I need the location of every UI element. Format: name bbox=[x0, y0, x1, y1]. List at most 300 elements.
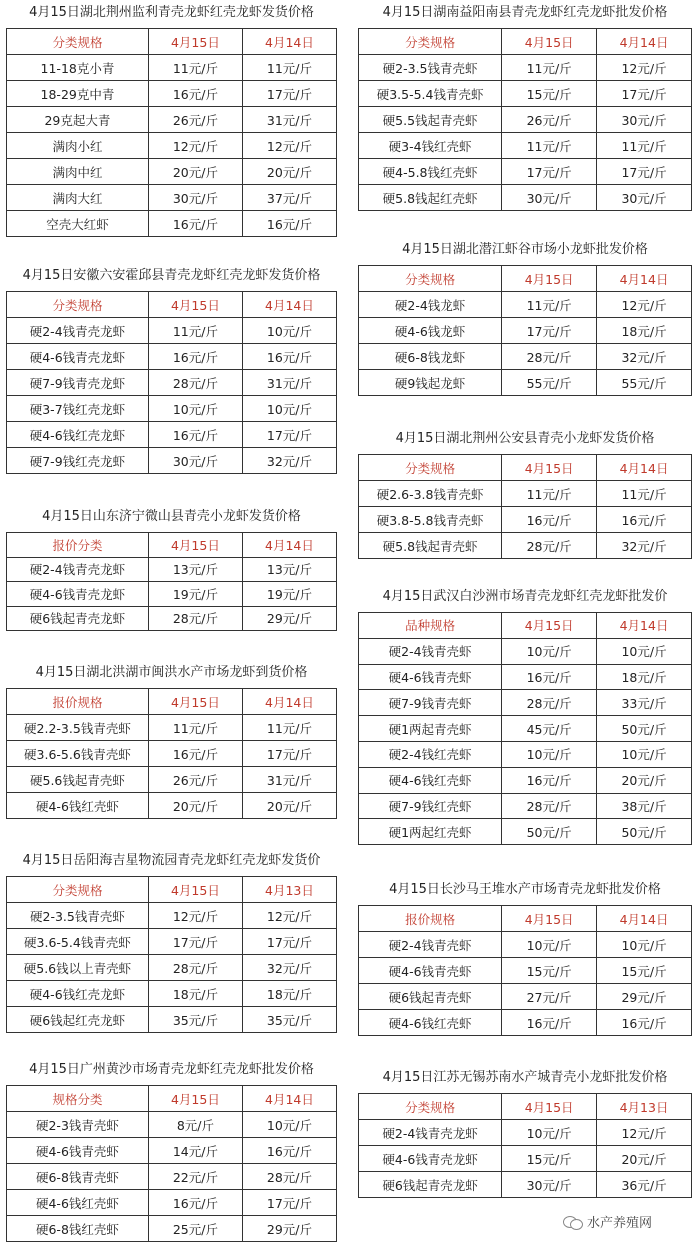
column-header: 报价规格 bbox=[7, 689, 149, 715]
price-table bbox=[358, 265, 692, 396]
column-header: 4月15日 bbox=[148, 1086, 242, 1112]
spec-cell: 硬4-6钱红壳龙虾 bbox=[7, 422, 149, 448]
price-cell: 10元/斤 bbox=[148, 396, 242, 422]
block-title: 4月15日广州黄沙市场青壳龙虾红壳龙虾批发价格 bbox=[29, 1062, 314, 1077]
column-header: 分类规格 bbox=[359, 455, 502, 481]
price-cell: 31元/斤 bbox=[242, 370, 336, 396]
price-cell: 10元/斤 bbox=[502, 741, 597, 767]
price-cell: 16元/斤 bbox=[242, 1138, 336, 1164]
block-title: 4月15日湖北潜江虾谷市场小龙虾批发价格 bbox=[402, 242, 648, 257]
spec-cell: 硬6钱起青壳龙虾 bbox=[7, 606, 149, 631]
block-title: 4月15日湖北洪湖市闽洪水产市场龙虾到货价格 bbox=[35, 665, 308, 680]
price-cell: 17元/斤 bbox=[242, 929, 336, 955]
spec-cell: 硬4-5.8钱红壳虾 bbox=[359, 159, 502, 185]
table-row bbox=[359, 107, 692, 133]
table-row bbox=[359, 664, 692, 690]
price-cell: 12元/斤 bbox=[242, 133, 336, 159]
table-row bbox=[359, 292, 692, 318]
price-cell: 20元/斤 bbox=[597, 1146, 692, 1172]
price-cell: 16元/斤 bbox=[148, 741, 242, 767]
spec-cell: 硬7-9钱红壳虾 bbox=[359, 793, 502, 819]
table-row bbox=[359, 344, 692, 370]
price-cell: 11元/斤 bbox=[242, 55, 336, 81]
spec-cell: 硬1两起青壳虾 bbox=[359, 716, 502, 742]
price-table bbox=[6, 291, 337, 474]
price-cell: 45元/斤 bbox=[502, 716, 597, 742]
price-cell: 16元/斤 bbox=[502, 1010, 597, 1036]
price-cell: 15元/斤 bbox=[502, 1146, 597, 1172]
table-row bbox=[7, 903, 337, 929]
price-block-honghu bbox=[6, 664, 337, 819]
price-cell: 16元/斤 bbox=[597, 507, 692, 533]
table-row bbox=[7, 1007, 337, 1033]
price-cell: 12元/斤 bbox=[148, 903, 242, 929]
spec-cell: 硬6钱起青壳龙虾 bbox=[359, 1172, 502, 1198]
spec-cell: 硬3-7钱红壳龙虾 bbox=[7, 396, 149, 422]
table-row bbox=[7, 582, 337, 607]
table-row bbox=[7, 211, 337, 237]
column-header: 4月15日 bbox=[502, 1094, 597, 1120]
spec-cell: 硬7-9钱青壳龙虾 bbox=[7, 370, 149, 396]
spec-cell: 硬4-6钱青壳虾 bbox=[7, 1138, 149, 1164]
spec-cell: 硬3-4钱红壳虾 bbox=[359, 133, 502, 159]
table-row bbox=[7, 767, 337, 793]
price-cell: 55元/斤 bbox=[502, 370, 597, 396]
spec-cell: 硬3.6-5.6钱青壳虾 bbox=[7, 741, 149, 767]
price-cell: 10元/斤 bbox=[242, 396, 336, 422]
price-cell: 19元/斤 bbox=[148, 582, 242, 607]
column-header: 分类规格 bbox=[359, 266, 502, 292]
price-cell: 16元/斤 bbox=[597, 1010, 692, 1036]
table-row bbox=[7, 1112, 337, 1138]
price-table bbox=[6, 28, 337, 237]
price-cell: 17元/斤 bbox=[242, 81, 336, 107]
spec-cell: 29克起大青 bbox=[7, 107, 149, 133]
spec-cell: 硬6钱起红壳龙虾 bbox=[7, 1007, 149, 1033]
price-cell: 18元/斤 bbox=[597, 318, 692, 344]
price-cell: 28元/斤 bbox=[502, 793, 597, 819]
price-cell: 30元/斤 bbox=[597, 185, 692, 211]
price-cell: 10元/斤 bbox=[242, 1112, 336, 1138]
column-header: 报价规格 bbox=[359, 906, 502, 932]
table-row bbox=[359, 55, 692, 81]
column-header: 4月15日 bbox=[502, 266, 597, 292]
table-header-row bbox=[359, 266, 692, 292]
table-row bbox=[359, 1010, 692, 1036]
price-cell: 17元/斤 bbox=[502, 159, 597, 185]
table-row bbox=[359, 159, 692, 185]
price-cell: 11元/斤 bbox=[502, 481, 597, 507]
price-cell: 31元/斤 bbox=[242, 767, 336, 793]
column-header: 4月15日 bbox=[502, 906, 597, 932]
table-row bbox=[359, 533, 692, 559]
spec-cell: 硬5.8钱起红壳虾 bbox=[359, 185, 502, 211]
price-cell: 12元/斤 bbox=[597, 292, 692, 318]
spec-cell: 硬2-3.5钱青壳虾 bbox=[7, 903, 149, 929]
spec-cell: 硬2.2-3.5钱青壳虾 bbox=[7, 715, 149, 741]
table-row bbox=[359, 767, 692, 793]
table-row bbox=[7, 929, 337, 955]
column-header: 4月14日 bbox=[597, 29, 692, 55]
price-cell: 31元/斤 bbox=[242, 107, 336, 133]
price-cell: 17元/斤 bbox=[597, 81, 692, 107]
column-header: 分类规格 bbox=[359, 1094, 502, 1120]
price-block-jianli bbox=[6, 4, 337, 237]
column-header: 规格分类 bbox=[7, 1086, 149, 1112]
spec-cell: 硬7-9钱青壳虾 bbox=[359, 690, 502, 716]
price-cell: 28元/斤 bbox=[148, 955, 242, 981]
spec-cell: 硬4-6钱青壳虾 bbox=[359, 958, 502, 984]
spec-cell: 硬6-8钱龙虾 bbox=[359, 344, 502, 370]
price-cell: 35元/斤 bbox=[242, 1007, 336, 1033]
spec-cell: 硬2-3.5钱青壳虾 bbox=[359, 55, 502, 81]
price-cell: 37元/斤 bbox=[242, 185, 336, 211]
price-cell: 11元/斤 bbox=[242, 715, 336, 741]
price-cell: 10元/斤 bbox=[597, 741, 692, 767]
price-cell: 12元/斤 bbox=[597, 1120, 692, 1146]
table-row bbox=[359, 1120, 692, 1146]
price-cell: 16元/斤 bbox=[148, 211, 242, 237]
spec-cell: 硬4-6钱龙虾 bbox=[359, 318, 502, 344]
price-cell: 16元/斤 bbox=[502, 767, 597, 793]
price-cell: 12元/斤 bbox=[597, 55, 692, 81]
spec-cell: 18-29克中青 bbox=[7, 81, 149, 107]
block-title: 4月15日江苏无锡苏南水产城青壳小龙虾批发价格 bbox=[382, 1070, 668, 1085]
price-cell: 16元/斤 bbox=[242, 344, 336, 370]
table-header-row bbox=[359, 29, 692, 55]
column-header: 4月14日 bbox=[597, 906, 692, 932]
table-row bbox=[359, 81, 692, 107]
price-cell: 25元/斤 bbox=[148, 1216, 242, 1242]
price-table bbox=[358, 1093, 692, 1198]
block-title: 4月15日山东济宁微山县青壳小龙虾发货价格 bbox=[42, 509, 301, 524]
table-row bbox=[7, 1216, 337, 1242]
spec-cell: 硬4-6钱红壳龙虾 bbox=[7, 981, 149, 1007]
table-row bbox=[7, 1138, 337, 1164]
spec-cell: 硬6-8钱红壳虾 bbox=[7, 1216, 149, 1242]
price-cell: 10元/斤 bbox=[502, 932, 597, 958]
price-cell: 15元/斤 bbox=[502, 81, 597, 107]
spec-cell: 硬4-6钱青壳龙虾 bbox=[359, 1146, 502, 1172]
column-header: 4月15日 bbox=[148, 292, 242, 318]
price-table bbox=[358, 454, 692, 559]
price-cell: 35元/斤 bbox=[148, 1007, 242, 1033]
spec-cell: 硬4-6钱红壳虾 bbox=[7, 1190, 149, 1216]
table-header-row bbox=[7, 877, 337, 903]
table-row bbox=[359, 1172, 692, 1198]
price-cell: 10元/斤 bbox=[502, 638, 597, 664]
price-table bbox=[358, 612, 692, 845]
price-cell: 20元/斤 bbox=[148, 159, 242, 185]
table-row bbox=[359, 507, 692, 533]
price-cell: 17元/斤 bbox=[502, 318, 597, 344]
column-header: 分类规格 bbox=[7, 292, 149, 318]
price-cell: 20元/斤 bbox=[148, 793, 242, 819]
spec-cell: 硬2-4钱青壳龙虾 bbox=[7, 557, 149, 582]
table-row bbox=[359, 932, 692, 958]
table-row bbox=[7, 370, 337, 396]
spec-cell: 硬9钱起龙虾 bbox=[359, 370, 502, 396]
price-cell: 50元/斤 bbox=[597, 716, 692, 742]
spec-cell: 满肉中红 bbox=[7, 159, 149, 185]
table-row bbox=[359, 370, 692, 396]
spec-cell: 满肉小红 bbox=[7, 133, 149, 159]
price-block-guangzhou bbox=[6, 1061, 337, 1242]
price-cell: 11元/斤 bbox=[148, 715, 242, 741]
table-row bbox=[359, 185, 692, 211]
table-row bbox=[359, 318, 692, 344]
table-header-row bbox=[7, 292, 337, 318]
price-cell: 11元/斤 bbox=[597, 481, 692, 507]
price-cell: 17元/斤 bbox=[597, 159, 692, 185]
spec-cell: 硬3.6-5.4钱青壳虾 bbox=[7, 929, 149, 955]
price-cell: 17元/斤 bbox=[242, 1190, 336, 1216]
table-row bbox=[359, 741, 692, 767]
price-table bbox=[358, 28, 692, 211]
spec-cell: 硬2-4钱青壳虾 bbox=[359, 932, 502, 958]
table-row bbox=[7, 318, 337, 344]
price-cell: 28元/斤 bbox=[502, 690, 597, 716]
price-cell: 17元/斤 bbox=[148, 929, 242, 955]
table-header-row bbox=[7, 533, 337, 558]
price-cell: 16元/斤 bbox=[148, 344, 242, 370]
table-row bbox=[7, 133, 337, 159]
price-cell: 50元/斤 bbox=[597, 819, 692, 845]
column-header: 4月14日 bbox=[242, 533, 336, 558]
spec-cell: 硬3.8-5.8钱青壳虾 bbox=[359, 507, 502, 533]
spec-cell: 硬4-6钱红壳虾 bbox=[359, 767, 502, 793]
price-cell: 55元/斤 bbox=[597, 370, 692, 396]
price-block-changsha bbox=[358, 881, 692, 1036]
price-cell: 28元/斤 bbox=[148, 370, 242, 396]
column-header: 4月15日 bbox=[502, 613, 597, 639]
column-header: 4月14日 bbox=[597, 455, 692, 481]
table-header-row bbox=[7, 689, 337, 715]
column-header: 4月15日 bbox=[148, 689, 242, 715]
spec-cell: 硬6钱起青壳虾 bbox=[359, 984, 502, 1010]
watermark-text: 水产养殖网 bbox=[587, 1216, 653, 1231]
spec-cell: 硬4-6钱红壳虾 bbox=[359, 1010, 502, 1036]
price-cell: 12元/斤 bbox=[148, 133, 242, 159]
spec-cell: 硬6-8钱青壳虾 bbox=[7, 1164, 149, 1190]
price-cell: 38元/斤 bbox=[597, 793, 692, 819]
price-cell: 30元/斤 bbox=[502, 1172, 597, 1198]
table-header-row bbox=[359, 613, 692, 639]
price-cell: 28元/斤 bbox=[502, 533, 597, 559]
watermark bbox=[563, 1212, 652, 1231]
spec-cell: 硬5.5钱起青壳虾 bbox=[359, 107, 502, 133]
column-header: 4月14日 bbox=[242, 689, 336, 715]
price-cell: 32元/斤 bbox=[597, 344, 692, 370]
table-header-row bbox=[7, 29, 337, 55]
column-header: 分类规格 bbox=[7, 877, 149, 903]
price-cell: 50元/斤 bbox=[502, 819, 597, 845]
spec-cell: 硬4-6钱红壳虾 bbox=[7, 793, 149, 819]
price-cell: 33元/斤 bbox=[597, 690, 692, 716]
block-title: 4月15日武汉白沙洲市场青壳龙虾红壳龙虾批发价 bbox=[382, 589, 668, 604]
spec-cell: 硬5.6钱起青壳虾 bbox=[7, 767, 149, 793]
price-cell: 18元/斤 bbox=[242, 981, 336, 1007]
price-cell: 17元/斤 bbox=[242, 422, 336, 448]
price-cell: 30元/斤 bbox=[502, 185, 597, 211]
table-row bbox=[7, 793, 337, 819]
table-row bbox=[7, 981, 337, 1007]
table-row bbox=[7, 81, 337, 107]
column-header: 4月13日 bbox=[242, 877, 336, 903]
table-row bbox=[359, 1146, 692, 1172]
price-cell: 13元/斤 bbox=[148, 557, 242, 582]
price-cell: 29元/斤 bbox=[242, 1216, 336, 1242]
price-cell: 26元/斤 bbox=[148, 767, 242, 793]
price-block-weishan bbox=[6, 508, 337, 631]
column-header: 分类规格 bbox=[359, 29, 502, 55]
price-cell: 8元/斤 bbox=[148, 1112, 242, 1138]
table-row bbox=[359, 716, 692, 742]
price-cell: 28元/斤 bbox=[502, 344, 597, 370]
price-cell: 10元/斤 bbox=[597, 638, 692, 664]
block-title: 4月15日湖南益阳南县青壳龙虾红壳龙虾批发价格 bbox=[382, 5, 668, 20]
price-cell: 16元/斤 bbox=[502, 664, 597, 690]
price-cell: 30元/斤 bbox=[148, 448, 242, 474]
price-cell: 11元/斤 bbox=[148, 55, 242, 81]
spec-cell: 硬2.6-3.8钱青壳虾 bbox=[359, 481, 502, 507]
table-row bbox=[7, 741, 337, 767]
price-table bbox=[6, 876, 337, 1033]
column-header: 4月15日 bbox=[148, 533, 242, 558]
column-header: 品种规格 bbox=[359, 613, 502, 639]
price-cell: 11元/斤 bbox=[502, 55, 597, 81]
table-header-row bbox=[359, 1094, 692, 1120]
table-row bbox=[359, 690, 692, 716]
price-cell: 11元/斤 bbox=[597, 133, 692, 159]
table-row bbox=[7, 715, 337, 741]
spec-cell: 硬2-4钱红壳虾 bbox=[359, 741, 502, 767]
price-block-baishazhou bbox=[358, 588, 692, 845]
price-cell: 26元/斤 bbox=[502, 107, 597, 133]
price-cell: 22元/斤 bbox=[148, 1164, 242, 1190]
price-cell: 10元/斤 bbox=[502, 1120, 597, 1146]
price-cell: 16元/斤 bbox=[148, 422, 242, 448]
spec-cell: 硬1两起红壳虾 bbox=[359, 819, 502, 845]
spec-cell: 硬7-9钱红壳龙虾 bbox=[7, 448, 149, 474]
price-block-nanxian bbox=[358, 4, 692, 211]
table-header-row bbox=[359, 906, 692, 932]
price-block-yueyang bbox=[6, 852, 337, 1033]
table-row bbox=[359, 984, 692, 1010]
table-row bbox=[7, 955, 337, 981]
spec-cell: 硬5.6钱以上青壳虾 bbox=[7, 955, 149, 981]
spec-cell: 硬4-6钱青壳虾 bbox=[359, 664, 502, 690]
table-header-row bbox=[359, 455, 692, 481]
column-header: 4月13日 bbox=[597, 1094, 692, 1120]
spec-cell: 硬2-4钱青壳虾 bbox=[359, 638, 502, 664]
table-row bbox=[359, 819, 692, 845]
price-block-gongan bbox=[358, 430, 692, 559]
table-row bbox=[359, 481, 692, 507]
price-cell: 11元/斤 bbox=[502, 133, 597, 159]
column-header: 报价分类 bbox=[7, 533, 149, 558]
price-cell: 32元/斤 bbox=[242, 955, 336, 981]
price-cell: 12元/斤 bbox=[242, 903, 336, 929]
price-cell: 20元/斤 bbox=[597, 767, 692, 793]
table-row bbox=[7, 55, 337, 81]
table-row bbox=[359, 793, 692, 819]
block-title: 4月15日湖北荆州公安县青壳小龙虾发货价格 bbox=[395, 431, 655, 446]
column-header: 4月15日 bbox=[148, 29, 242, 55]
table-row bbox=[7, 1164, 337, 1190]
price-cell: 32元/斤 bbox=[242, 448, 336, 474]
table-row bbox=[7, 1190, 337, 1216]
table-row bbox=[7, 396, 337, 422]
column-header: 4月15日 bbox=[502, 29, 597, 55]
table-row bbox=[7, 107, 337, 133]
price-cell: 29元/斤 bbox=[242, 606, 336, 631]
spec-cell: 硬2-4钱青壳龙虾 bbox=[359, 1120, 502, 1146]
wechat-icon bbox=[563, 1214, 583, 1230]
price-cell: 28元/斤 bbox=[148, 606, 242, 631]
table-row bbox=[7, 557, 337, 582]
price-block-huoqiu bbox=[6, 267, 337, 474]
price-cell: 11元/斤 bbox=[148, 318, 242, 344]
price-cell: 10元/斤 bbox=[597, 932, 692, 958]
block-title: 4月15日长沙马王堆水产市场青壳龙虾批发价格 bbox=[389, 882, 661, 897]
spec-cell: 硬2-4钱龙虾 bbox=[359, 292, 502, 318]
price-cell: 32元/斤 bbox=[597, 533, 692, 559]
price-cell: 15元/斤 bbox=[502, 958, 597, 984]
table-row bbox=[359, 638, 692, 664]
column-header: 4月14日 bbox=[597, 266, 692, 292]
column-header: 4月14日 bbox=[242, 1086, 336, 1112]
price-cell: 14元/斤 bbox=[148, 1138, 242, 1164]
table-row bbox=[7, 344, 337, 370]
price-cell: 16元/斤 bbox=[148, 1190, 242, 1216]
price-cell: 16元/斤 bbox=[502, 507, 597, 533]
table-row bbox=[7, 606, 337, 631]
price-cell: 29元/斤 bbox=[597, 984, 692, 1010]
price-cell: 16元/斤 bbox=[242, 211, 336, 237]
column-header: 4月15日 bbox=[148, 877, 242, 903]
spec-cell: 硬2-3钱青壳虾 bbox=[7, 1112, 149, 1138]
column-header: 4月14日 bbox=[597, 613, 692, 639]
spec-cell: 11-18克小青 bbox=[7, 55, 149, 81]
price-cell: 28元/斤 bbox=[242, 1164, 336, 1190]
spec-cell: 满肉大红 bbox=[7, 185, 149, 211]
price-cell: 11元/斤 bbox=[502, 292, 597, 318]
spec-cell: 硬2-4钱青壳龙虾 bbox=[7, 318, 149, 344]
block-title: 4月15日安徽六安霍邱县青壳龙虾红壳龙虾发货价格 bbox=[22, 268, 321, 283]
price-table bbox=[6, 1085, 337, 1242]
spec-cell: 硬4-6钱青壳龙虾 bbox=[7, 582, 149, 607]
table-header-row bbox=[7, 1086, 337, 1112]
price-table bbox=[6, 688, 337, 819]
price-cell: 18元/斤 bbox=[148, 981, 242, 1007]
price-cell: 10元/斤 bbox=[242, 318, 336, 344]
price-cell: 13元/斤 bbox=[242, 557, 336, 582]
price-cell: 30元/斤 bbox=[597, 107, 692, 133]
spec-cell: 硬5.8钱起青壳虾 bbox=[359, 533, 502, 559]
price-cell: 30元/斤 bbox=[148, 185, 242, 211]
table-row bbox=[7, 422, 337, 448]
price-block-wuxi bbox=[358, 1069, 692, 1198]
price-cell: 16元/斤 bbox=[148, 81, 242, 107]
column-header: 4月14日 bbox=[242, 29, 336, 55]
spec-cell: 硬3.5-5.4钱青壳虾 bbox=[359, 81, 502, 107]
price-table bbox=[358, 905, 692, 1036]
price-cell: 20元/斤 bbox=[242, 159, 336, 185]
price-cell: 17元/斤 bbox=[242, 741, 336, 767]
price-cell: 18元/斤 bbox=[597, 664, 692, 690]
price-cell: 36元/斤 bbox=[597, 1172, 692, 1198]
